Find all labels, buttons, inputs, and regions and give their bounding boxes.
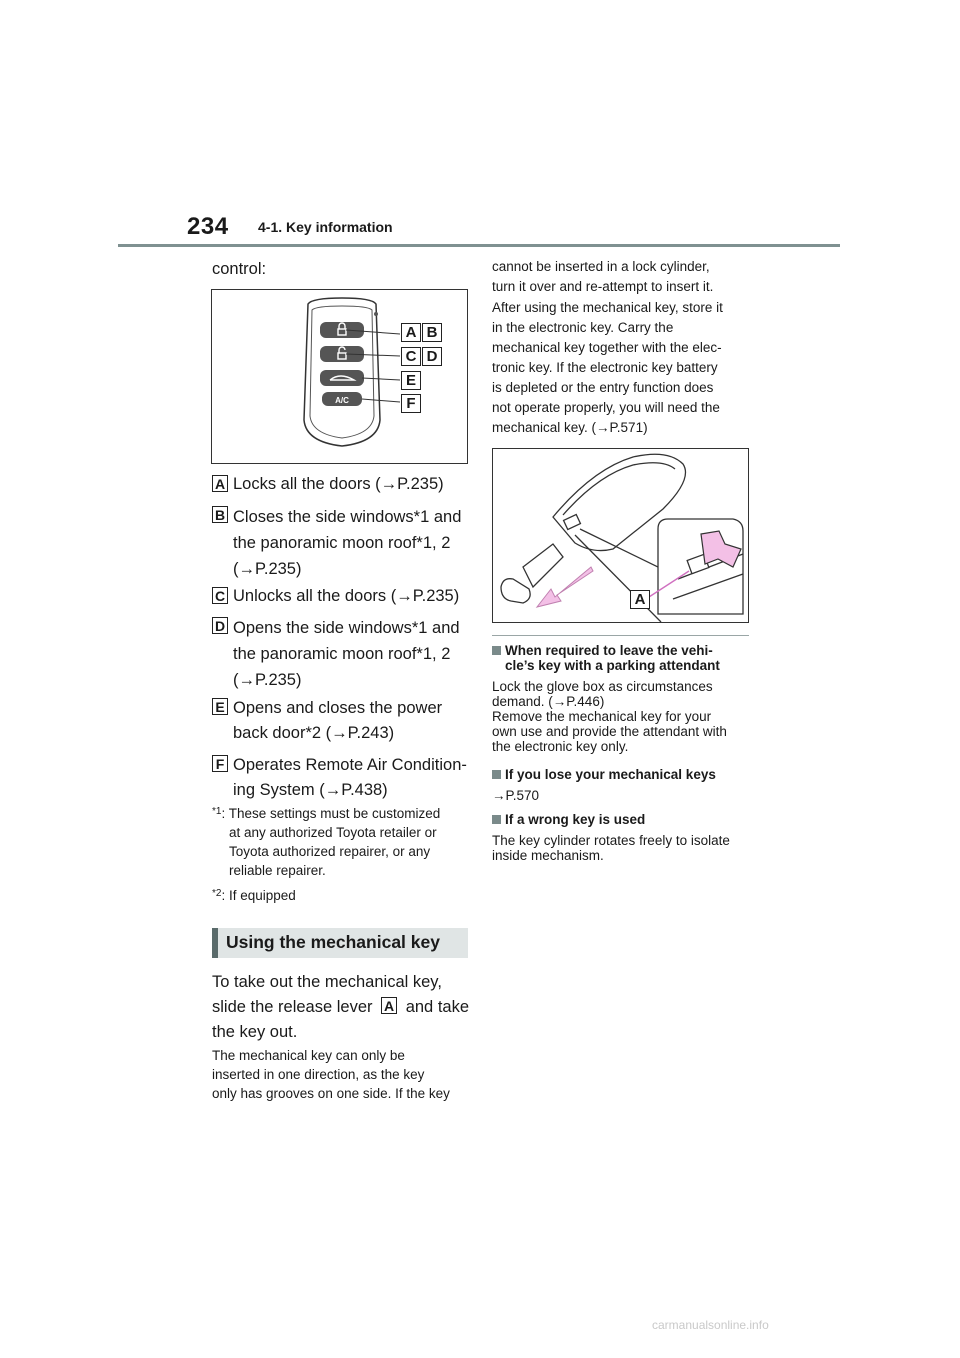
bullet-square (492, 815, 501, 824)
subheading: cle’s key with a parking attendant (505, 658, 720, 673)
instruction-line: and take (405, 998, 470, 1016)
text-line: turn it over and re-attempt to insert it. (492, 279, 714, 294)
fig-label-f: F (401, 394, 421, 413)
subheading: If you lose your mechanical keys (505, 767, 716, 782)
fig-label-e: E (401, 371, 421, 390)
bullet-square (492, 770, 501, 779)
item-d-text (233, 615, 460, 693)
item-b-line: (→P.235) (233, 560, 302, 578)
note-line: inserted in one direction, as the key (212, 1067, 425, 1082)
text-line: demand. (→P.446) (492, 694, 605, 709)
text-line: The key cylinder rotates freely to isolate (492, 833, 730, 848)
item-e-line: Opens and closes the power (233, 699, 443, 717)
instruction-line: slide the release lever (212, 998, 373, 1016)
fig-label-d: D (422, 347, 442, 366)
footnote-mark: *1 (212, 806, 222, 817)
section-heading-bar (212, 928, 468, 958)
text-line: in the electronic key. Carry the (492, 320, 674, 335)
item-c-line: Unlocks all the doors (→P.235) (233, 587, 460, 605)
watermark: carmanualsonline.info (652, 1318, 769, 1332)
intro-text: control: (212, 260, 267, 278)
instruction-line: To take out the mechanical key, (212, 973, 442, 991)
item-e-line: back door*2 (→P.243) (233, 724, 395, 742)
item-label-a: A (212, 475, 228, 492)
instruction-line: the key out. (212, 1023, 298, 1041)
item-a-line: Locks all the doors (→P.235) (233, 475, 444, 493)
lost-keys-note (492, 767, 754, 803)
text-line: Lock the glove box as circumstances (492, 679, 713, 694)
page-number: 234 (187, 213, 229, 240)
text-line: own use and provide the attendant with (492, 724, 727, 739)
note-line: only has grooves on one side. If the key (212, 1086, 450, 1101)
item-c-text (233, 585, 459, 607)
footnote-2 (212, 884, 296, 905)
footnote-line: : These settings must be customized (221, 806, 441, 821)
footnote-line: reliable repairer. (229, 863, 326, 878)
storage-text (492, 298, 723, 438)
note-line: The mechanical key can only be (212, 1048, 405, 1063)
item-f-line: Operates Remote Air Condition- (233, 756, 467, 774)
text-line: is depleted or the entry function does (492, 380, 714, 395)
text-line: tronic key. If the electronic key battery (492, 360, 718, 375)
text-line: →P.570 (492, 788, 540, 803)
subheading: If a wrong key is used (505, 812, 646, 827)
mechanical-key-figure (492, 448, 749, 623)
section-accent (212, 928, 218, 958)
item-label-b: B (212, 506, 228, 523)
text-line: mechanical key together with the elec- (492, 340, 722, 355)
footnote-line: at any authorized Toyota retailer or (229, 825, 437, 840)
mechanical-key-illustration (493, 449, 748, 622)
fig-label-c: C (401, 347, 421, 366)
item-label-f: F (212, 755, 228, 772)
fig-label-b: B (422, 323, 442, 342)
fig-label-a: A (401, 323, 421, 342)
divider (492, 635, 749, 636)
footnote-mark: *2 (212, 888, 222, 899)
fig2-label-a: A (630, 590, 650, 609)
item-d-line: (→P.235) (233, 671, 302, 689)
item-label-c: C (212, 587, 228, 604)
groove-note (212, 1046, 450, 1103)
item-label-e: E (212, 698, 228, 715)
item-e-text (233, 696, 442, 746)
item-f-text (233, 753, 467, 803)
continued-text (492, 257, 713, 297)
text-line: After using the mechanical key, store it (492, 300, 723, 315)
release-lever-label: A (381, 997, 397, 1014)
key-fob-illustration (212, 290, 467, 463)
footnote-line: : If equipped (221, 888, 296, 903)
item-d-line: the panoramic moon roof*1, 2 (233, 645, 451, 663)
item-label-d: D (212, 617, 228, 634)
subheading: When required to leave the vehi- (505, 643, 713, 658)
parking-attendant-note (492, 643, 754, 754)
text-line: the electronic key only. (492, 739, 629, 754)
text-line: inside mechanism. (492, 848, 604, 863)
item-a-text (233, 473, 444, 495)
text-line: cannot be inserted in a lock cylinder, (492, 259, 710, 274)
key-fob-figure (211, 289, 468, 464)
footnote-1 (212, 802, 467, 880)
item-b-line: Closes the side windows*1 and (233, 508, 462, 526)
item-d-line: Opens the side windows*1 and (233, 619, 460, 637)
text-line: not operate properly, you will need the (492, 400, 720, 415)
text-line: Remove the mechanical key for your (492, 709, 712, 724)
section-heading: Using the mechanical key (226, 932, 440, 952)
bullet-square (492, 646, 501, 655)
section-title: 4-1. Key information (258, 219, 393, 235)
footnote-line: Toyota authorized repairer, or any (229, 844, 431, 859)
text-line: mechanical key. (→P.571) (492, 420, 648, 435)
item-b-text (233, 504, 461, 582)
mechanical-key-instructions (212, 970, 469, 1045)
header-rule (118, 244, 840, 247)
wrong-key-note (492, 812, 754, 863)
item-b-line: the panoramic moon roof*1, 2 (233, 534, 451, 552)
item-f-line: ing System (→P.438) (233, 781, 388, 799)
ac-button-text: A/C (335, 396, 349, 405)
